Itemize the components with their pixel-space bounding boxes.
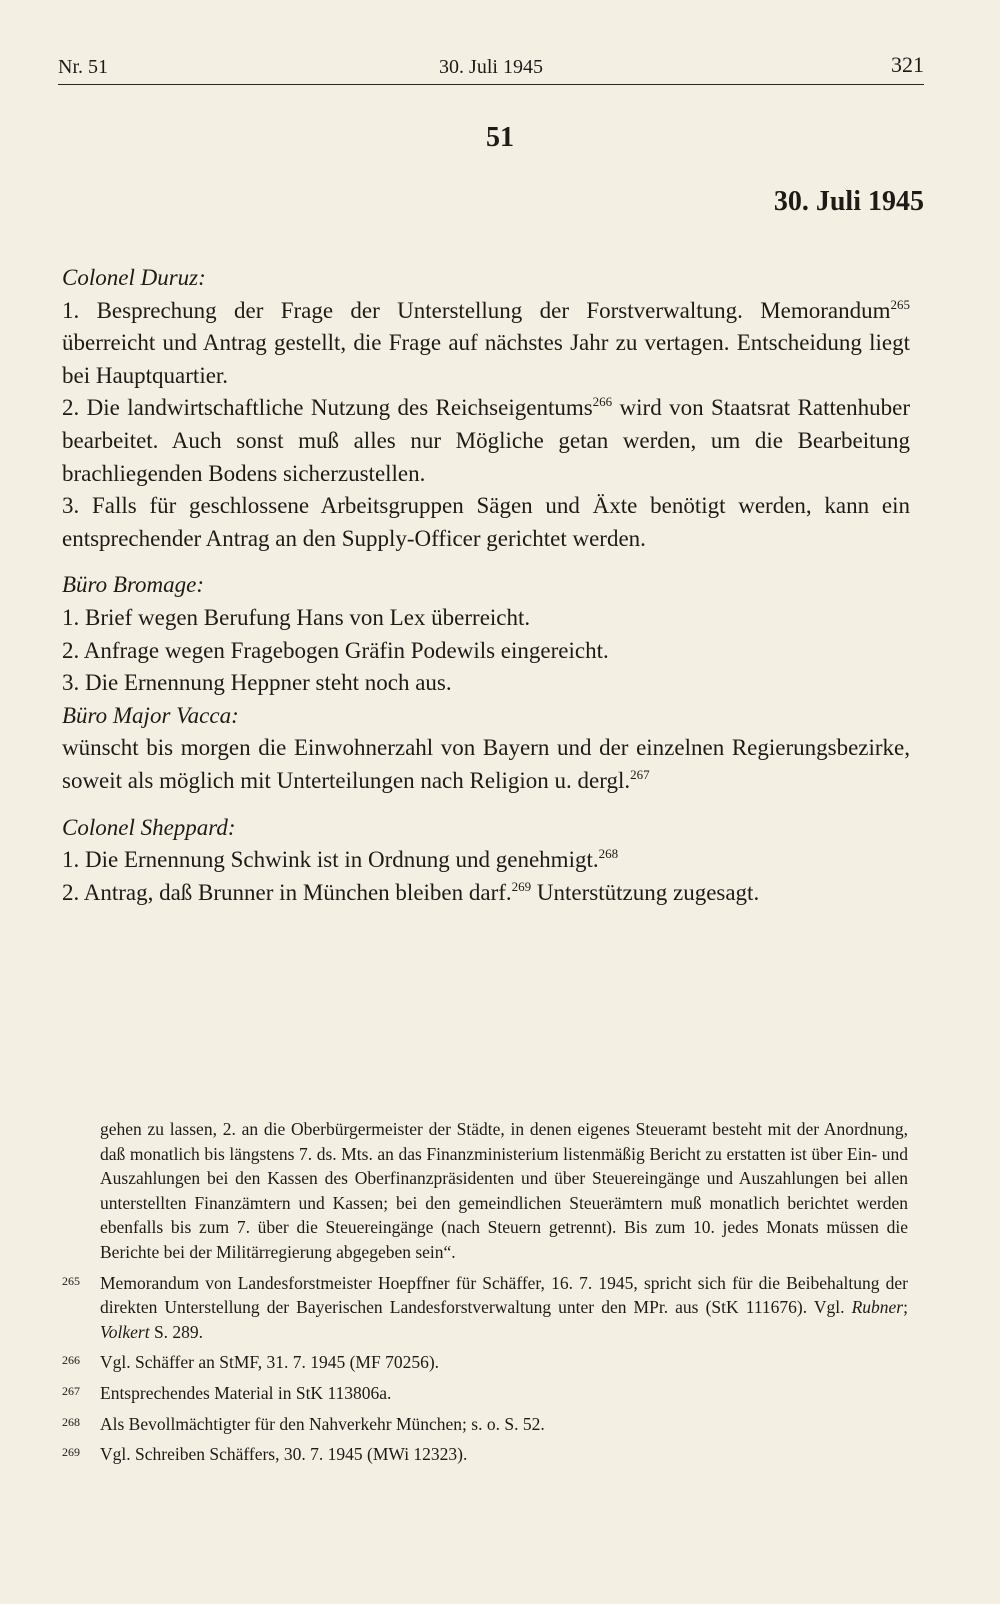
footnote-continuation: gehen zu lassen, 2. an die Oberbürgermeister der Städte, in denen eigenes Steueramt besteht mit der Anordnung, daß monatlich bis längstens 7. ds. Mts. an das Finanzministerium listenmäßig Bericht zu erstatten ist über Ein- und Auszahlungen bei den Kassen des Oberfinanzpräsidenten und über Steuereingänge und Auszahlungen bei allen unterstellten Finanzämtern und Kassen; bei den gemeindlichen Steuerämtern muß monatlich berichtet werden ebenfalls bis zum 7. über die Steuereingänge (nach Steuern getrennt). Bis zum 10. jedes Monats müssen die Berichte bei der Militärregierung abgegeben sein“. (100, 1119, 908, 1262)
duruz-item-1-text-a: 1. Besprechung der Frage der Unterstellung der Forstverwaltung. Memorandum (62, 297, 891, 323)
bromage-item-3: 3. Die Ernennung Heppner steht noch aus. (62, 670, 452, 696)
duruz-item-1-text-b: überreicht und Antrag gestellt, die Frage auf nächstes Jahr zu vertagen. Entscheidung liegt bei Hauptquartier. (62, 330, 910, 388)
sheppard-item-2-text-a: 2. Antrag, daß Brunner in München bleiben darf. (62, 879, 512, 905)
footnote-265-author-2: Volkert (100, 1321, 150, 1342)
duruz-item-2 (62, 392, 910, 490)
footnote-269-text: Vgl. Schreiben Schäffers, 30. 7. 1945 (MWi 12323). (100, 1444, 468, 1465)
footnote-ref-269[interactable]: 269 (511, 878, 532, 894)
footnote-marker: 265 (62, 1273, 80, 1288)
footnote-ref-265[interactable]: 265 (890, 296, 910, 312)
page-number: 321 (891, 52, 924, 77)
footnotes (62, 1117, 908, 1467)
sheppard-item-2 (62, 877, 910, 910)
footnote-265 (62, 1271, 908, 1345)
document-number: 51 (486, 122, 514, 153)
main-text (62, 262, 910, 909)
sheppard-item-2-text-b: Unterstützung zugesagt. (531, 879, 760, 905)
footnote-marker: 269 (62, 1445, 80, 1460)
footnote-265-separator: ; (903, 1297, 908, 1318)
running-header (58, 52, 924, 85)
bromage-item-1: 1. Brief wegen Berufung Hans von Lex überreicht. (62, 604, 531, 630)
footnote-266 (62, 1350, 908, 1375)
footnote-ref-266[interactable]: 266 (592, 394, 613, 410)
document-number-header: Nr. 51 (58, 56, 108, 78)
duruz-item-1 (62, 295, 910, 393)
footnote-265-text-a: Memorandum von Landesforstmeister Hoepffner für Schäffer, 16. 7. 1945, spricht sich für die Beibehaltung der direkten Unterstellung der Bayerischen Landesforstverwaltung unter den MPr. aus (StK 111676). Vgl. (100, 1272, 908, 1318)
duruz-item-3: 3. Falls für geschlossene Arbeitsgruppen Sägen und Äxte benötigt werden, kann ein entsprechender Antrag an den Supply-Officer gerichtet werden. (62, 493, 910, 551)
footnote-269 (62, 1442, 908, 1467)
sheppard-item-1-text: 1. Die Ernennung Schwink ist in Ordnung und genehmigt. (62, 847, 599, 873)
footnote-ref-268[interactable]: 268 (598, 846, 619, 862)
bromage-item-2: 2. Anfrage wegen Fragebogen Gräfin Podewils eingereicht. (62, 637, 609, 663)
footnote-ref-267[interactable]: 267 (630, 766, 650, 782)
vacca-text-a: wünscht bis morgen die Einwohnerzahl von Bayern und der einzelnen Regierungsbezirke, soweit als möglich mit Unterteilungen nach Religion u. dergl. (62, 735, 910, 793)
duruz-item-2-text-a: 2. Die landwirtschaftliche Nutzung des Reichseigentums (62, 395, 593, 421)
footnote-268-text: Als Bevollmächtigter für den Nahverkehr München; s. o. S. 52. (100, 1413, 545, 1434)
footnote-268 (62, 1412, 908, 1437)
date-header: 30. Juli 1945 (439, 56, 543, 78)
section-heading-bromage: Büro Bromage: (62, 572, 205, 598)
footnote-marker: 266 (62, 1353, 80, 1368)
section-heading-vacca: Büro Major Vacca: (62, 702, 239, 728)
footnote-marker: 267 (62, 1383, 80, 1398)
footnote-265-author-1: Rubner (851, 1297, 904, 1318)
footnote-267 (62, 1381, 908, 1406)
document-date: 30. Juli 1945 (773, 186, 924, 217)
duruz-item-2-text-b: wird von Staatsrat Rattenhuber bearbeitet. Auch sonst muß alles nur Mögliche getan werden, um die Bearbeitung brachliegenden Bodens sicherzustellen. (62, 395, 910, 486)
section-heading-duruz: Colonel Duruz: (62, 265, 206, 290)
footnote-marker: 268 (62, 1414, 80, 1429)
sheppard-item-1 (62, 844, 910, 877)
footnote-265-text-b: S. 289. (149, 1321, 204, 1342)
section-heading-sheppard: Colonel Sheppard: (62, 814, 236, 840)
footnote-266-text: Vgl. Schäffer an StMF, 31. 7. 1945 (MF 70256). (100, 1352, 440, 1373)
vacca-text (62, 732, 910, 797)
footnote-267-text: Entsprechendes Material in StK 113806a. (100, 1382, 392, 1403)
